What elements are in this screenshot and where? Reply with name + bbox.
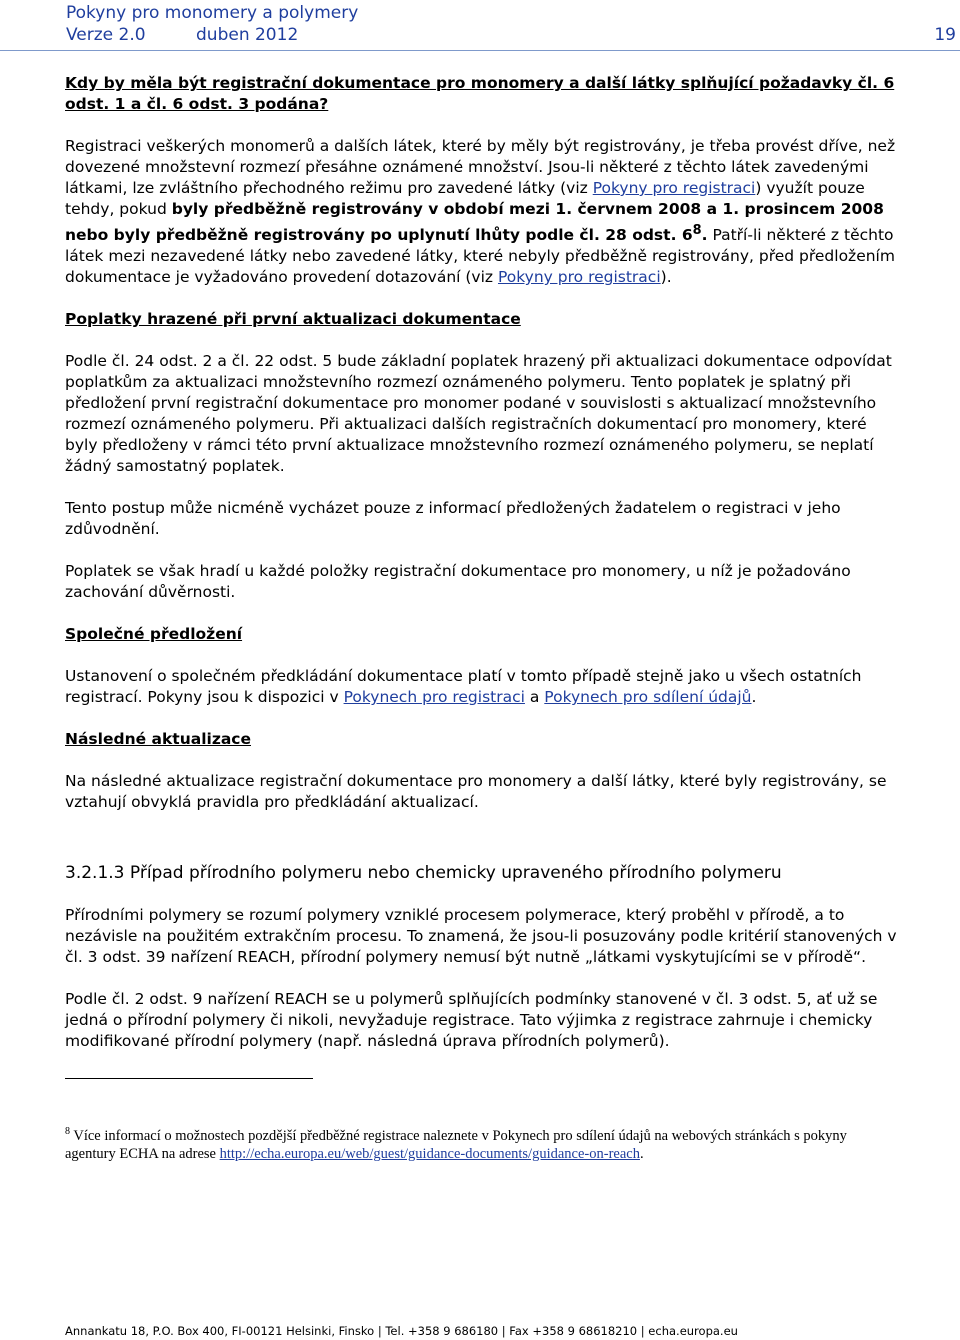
text-run: Patří-li některé z těchto látek mezi nezavedené látky nebo zavedené látky, které nebyly předběžně registrovány, před předložením dokumentace je vyžadováno provedení dotazování (viz: [65, 226, 895, 287]
text-run: .: [751, 688, 757, 707]
paragraph-submission: [65, 136, 897, 288]
link-registration-guidance-3[interactable]: Pokynech pro registraci: [343, 688, 525, 707]
paragraph-natural-2: Podle čl. 2 odst. 9 nařízení REACH se u polymerů splňujících podmínky stanovené v čl. 3 odst. 5, ať už se jedná o přírodní polymery či nikoli, nevyžaduje registrace. Tato výjimka z registrace zahrnuje i chemicky modifikované přírodní polymery (např. následná úprava přírodních polymerů).: [65, 990, 878, 1051]
footnote-link[interactable]: http://echa.europa.eu/web/guest/guidance-documents/guidance-on-reach: [219, 1145, 640, 1162]
paragraph-joint-submission: [65, 666, 897, 708]
section-heading-natural-polymer: 3.2.1.3 Případ přírodního polymeru nebo chemicky upraveného přírodního polymeru: [65, 863, 782, 884]
footnote-ref[interactable]: 8: [692, 223, 702, 238]
text-run: Ustanovení o společném předkládání dokumentace platí v tomto případě stejně jako u všech ostatních registrací. Pokyny jsou k dispozici v: [65, 667, 862, 707]
footnote-end: .: [639, 1145, 644, 1162]
page-footer: Annankatu 18, P.O. Box 400, FI-00121 Helsinki, Finsko | Tel. +358 9 686180 | Fax +358 9 68618210 | echa.europa.eu: [65, 1324, 738, 1338]
footnote-number: 8: [65, 1126, 70, 1138]
text-run: Registraci veškerých monomerů a dalších látek, které by měly být registrovány, je třeba provést dříve, než dovezené množstevní rozmezí přesáhne oznámené množství. Jsou-li některé z těchto látek zavedenými látkami, lze zvláštního přechodného režimu pro zavedené látky (viz: [65, 137, 896, 197]
section-heading-submission: Kdy by měla být registrační dokumentace pro monomery a další látky splňující požadavky čl. 6 odst. 1 a čl. 6 odst. 3 podána?: [65, 74, 895, 113]
header-date: duben 2012: [196, 25, 299, 45]
section-heading-joint-submission: Společné předložení: [65, 625, 243, 644]
footnote: [65, 1123, 897, 1163]
text-run: ) využít pouze tehdy, pokud: [65, 179, 865, 218]
link-registration-guidance[interactable]: Pokyny pro registraci: [592, 179, 756, 197]
header-rule: [0, 50, 960, 51]
text-run: ).: [660, 268, 672, 287]
page-number: 19: [934, 25, 956, 45]
link-data-sharing-guidance[interactable]: Pokynech pro sdílení údajů: [544, 688, 752, 707]
header-version: Verze 2.0: [66, 25, 146, 45]
page-header: [66, 2, 960, 46]
link-registration-guidance-2[interactable]: Pokyny pro registraci: [497, 268, 661, 287]
bold-run: .: [701, 226, 708, 245]
footnote-text: Více informací o možnostech pozdější předběžné registrace naleznete v Pokynech pro sdílení údajů na webových stránkách s pokyny agentury ECHA na adrese: [65, 1127, 847, 1162]
paragraph-updates: Na následné aktualizace registrační dokumentace pro monomery a další látky, které byly registrovány, se vztahují obvyklá pravidla pro předkládání aktualizací.: [65, 772, 887, 812]
paragraph-fees-2: Tento postup může nicméně vycházet pouze z informací předložených žadatelem o registraci v jeho zdůvodnění.: [65, 499, 841, 539]
paragraph-fees-3: Poplatek se však hradí u každé položky registrační dokumentace pro monomery, u níž je požadováno zachování důvěrnosti.: [65, 562, 851, 602]
page-content: [65, 73, 897, 1163]
section-heading-fees: Poplatky hrazené při první aktualizaci dokumentace: [65, 310, 521, 329]
footnote-separator: [65, 1078, 313, 1079]
paragraph-natural-1: Přírodními polymery se rozumí polymery vzniklé procesem polymerace, který proběhl v přírodě, a to nezávisle na použitém extrakčním procesu. To znamená, že jsou-li posuzovány podle kritérií stanovených v čl. 3 odst. 39 nařízení REACH, přírodní polymery nemusí být nutně „látkami vyskytujícími se v přírodě“.: [65, 906, 897, 967]
section-heading-updates: Následné aktualizace: [65, 730, 251, 749]
paragraph-fees-1: Podle čl. 24 odst. 2 a čl. 22 odst. 5 bude základní poplatek hrazený při aktualizaci dokumentace odpovídat poplatkům za aktualizaci množstevního rozmezí oznámeného polymeru. Tento poplatek je splatný při předložení první registrační dokumentace pro monomer podané v souvislosti s aktualizací množstevního rozmezí oznámeného polymeru. Při aktualizaci dalších registračních dokumentací pro monomery, které byly předloženy v rámci této první aktualizace množstevního rozmezí oznámeného polymeru, se neplatí žádný samostatný poplatek.: [65, 352, 892, 476]
bold-run: byly předběžně registrovány v období mezi 1. červnem 2008 a 1. prosincem 2008 nebo byly předběžně registrovány po uplynutí lhůty podle čl. 28 odst. 6: [65, 200, 884, 245]
text-run: a: [524, 688, 545, 707]
header-title: Pokyny pro monomery a polymery: [66, 3, 359, 23]
